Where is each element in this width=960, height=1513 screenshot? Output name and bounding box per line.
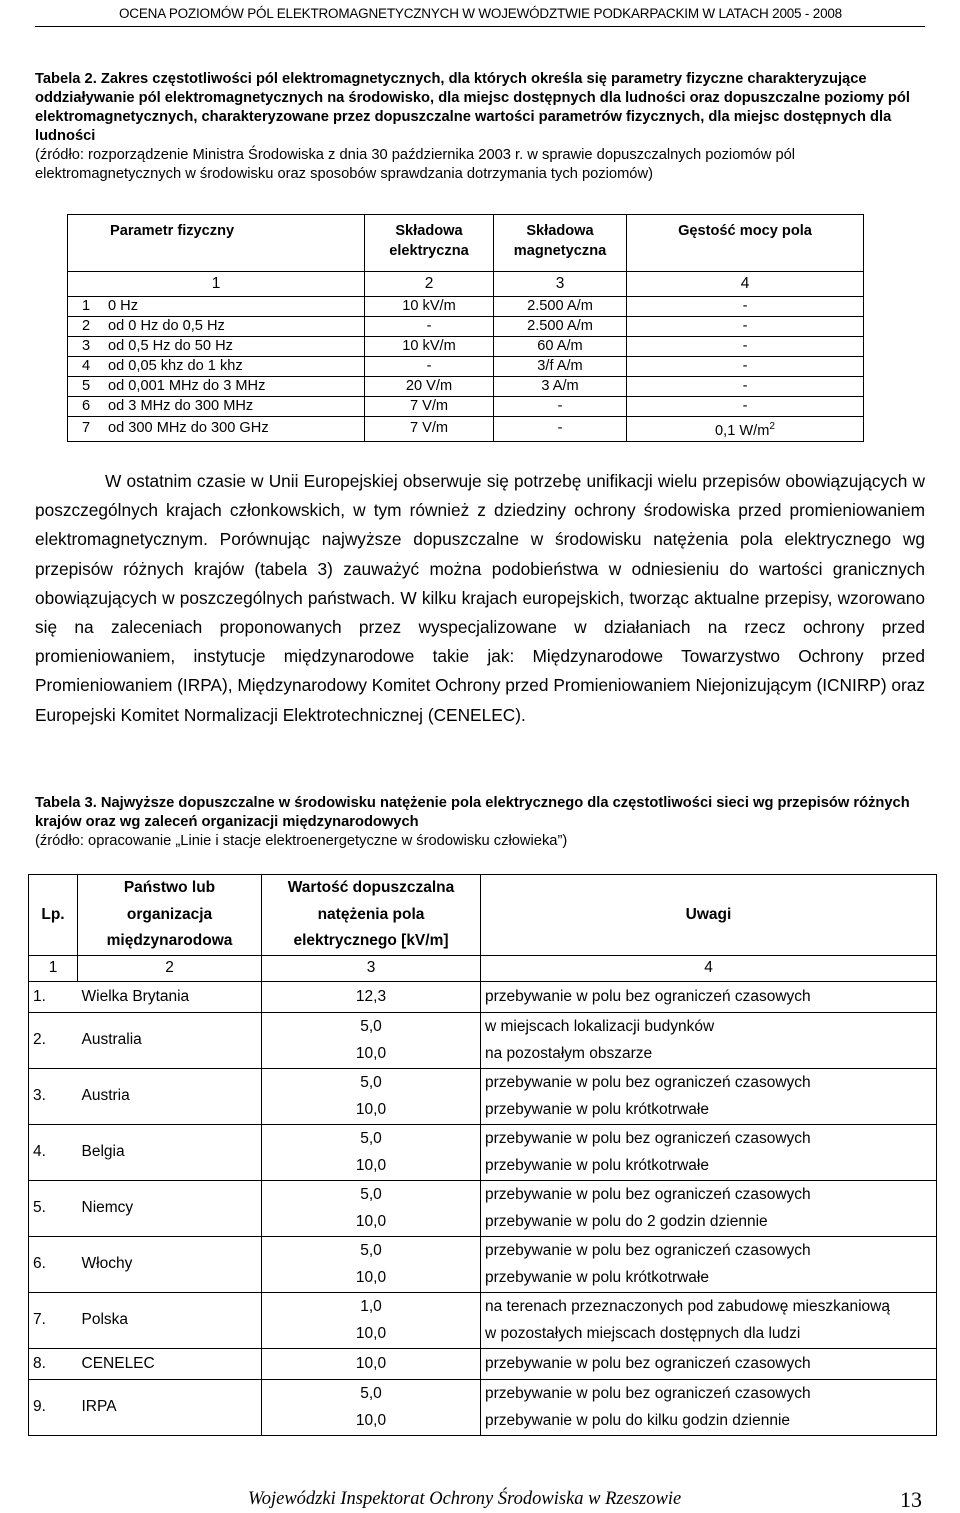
table3-row xyxy=(29,1012,937,1041)
table2-electric-component: 10 kV/m xyxy=(365,337,494,357)
table3-row xyxy=(29,1292,937,1321)
table2-row-number: 6 xyxy=(68,397,105,417)
table3-note: przebywanie w polu do kilku godzin dziennie xyxy=(481,1408,937,1436)
table2-column-number: 4 xyxy=(627,272,864,297)
table3-caption-source: (źródło: opracowanie „Linie i stacje elektroenergetyczne w środowisku człowieka”) xyxy=(35,833,568,849)
table3-country: Niemcy xyxy=(78,1180,262,1236)
table3-lp: 8. xyxy=(29,1348,78,1379)
table3-note: przebywanie w polu bez ograniczeń czasowych xyxy=(481,1124,937,1153)
table3-limit-value: 1,0 xyxy=(262,1292,481,1321)
table3-limit-value: 5,0 xyxy=(262,1180,481,1209)
table2-frequency-range: od 0 Hz do 0,5 Hz xyxy=(104,317,365,337)
table3-row xyxy=(29,1236,937,1265)
table3-row xyxy=(29,981,937,1012)
table3-limit-value: 10,0 xyxy=(262,1408,481,1436)
table2-power-density: - xyxy=(627,337,864,357)
table3-lp: 3. xyxy=(29,1068,78,1124)
table2-row-number: 3 xyxy=(68,337,105,357)
table3-country: IRPA xyxy=(78,1379,262,1435)
table3-note: przebywanie w polu do 2 godzin dziennie xyxy=(481,1209,937,1237)
table3-header-cell: Państwo lub organizacja międzynarodowa xyxy=(78,875,262,956)
table3-note: w miejscach lokalizacji budynków xyxy=(481,1012,937,1041)
table3-note: przebywanie w polu bez ograniczeń czasowych xyxy=(481,1236,937,1265)
table3-header-cell: Lp. xyxy=(29,875,78,956)
table3-country: Wielka Brytania xyxy=(78,981,262,1012)
table3-note: na terenach przeznaczonych pod zabudowę mieszkaniową xyxy=(481,1292,937,1321)
table2-electric-component: 10 kV/m xyxy=(365,297,494,317)
table2-row xyxy=(68,337,864,357)
header-rule xyxy=(35,26,925,27)
table3-limit-value: 10,0 xyxy=(262,1209,481,1237)
table3-caption xyxy=(35,794,920,851)
table3-column-number: 4 xyxy=(481,955,937,981)
table2-power-density: - xyxy=(627,317,864,337)
table3-caption-title: Tabela 3. Najwyższe dopuszczalne w środowisku natężenie pola elektrycznego dla częstotliwości sieci wg przepisów różnych krajów oraz wg zaleceń organizacji międzynarodowych xyxy=(35,795,910,830)
body-paragraph: W ostatnim czasie w Unii Europejskiej obserwuje się potrzebę unifikacji wielu przepisów obowiązujących w poszczególnych krajach członkowskich, w tym również z dziedziny ochrony środowiska przed promieniowaniem elektromagnetycznym. Porównując najwyższe dopuszczalne w środowisku natężenia pola elektrycznego wg przepisów różnych krajów (tabela 3) zauważyć można podobieństwa w odniesieniu do wartości granicznych obowiązujących w poszczególnych państwach. W kilku krajach europejskich, tworząc aktualne przepisy, wzorowano się na zaleceniach proponowanych przez wyspecjalizowane w działaniach na rzecz ochrony przed promieniowaniem, instytucje międzynarodowe takie jak: Międzynarodowe Towarzystwo Ochrony przed Promieniowaniem (IRPA), Międzynarodowy Komitet Ochrony przed Promieniowaniem Niejonizującym (ICNIRP) oraz Europejski Komitet Normalizacji Elektrotechnicznej (CENELEC). xyxy=(35,471,925,725)
table2-magnetic-component: 3 A/m xyxy=(494,377,627,397)
table2-frequency-range: od 0,05 khz do 1 khz xyxy=(104,357,365,377)
footer-institution: Wojewódzki Inspektorat Ochrony Środowiska w Rzeszowie xyxy=(248,1489,682,1509)
table2-caption xyxy=(35,70,920,184)
table3-limit-value: 5,0 xyxy=(262,1379,481,1408)
table3-country: Australia xyxy=(78,1012,262,1068)
page-number: 13 xyxy=(900,1487,922,1512)
table3-limit-value: 10,0 xyxy=(262,1265,481,1293)
table2-magnetic-component: 3/f A/m xyxy=(494,357,627,377)
table3-note: przebywanie w polu krótkotrwałe xyxy=(481,1265,937,1293)
table3-header-row xyxy=(29,875,937,956)
table3-country: CENELEC xyxy=(78,1348,262,1379)
table2-column-number: 2 xyxy=(365,272,494,297)
table3-column-number: 1 xyxy=(29,955,78,981)
table2-column-number: 3 xyxy=(494,272,627,297)
table2-header-cell: Składowa magnetyczna xyxy=(494,215,627,272)
table3-header-cell: Uwagi xyxy=(481,875,937,956)
table3-row xyxy=(29,1379,937,1408)
table2-magnetic-component: - xyxy=(494,417,627,442)
table2-row xyxy=(68,397,864,417)
table2-caption-title: Tabela 2. Zakres częstotliwości pól elektromagnetycznych, dla których określa się parametry fizyczne charakteryzujące oddziaływanie pól elektromagnetycznych na środowisko, dla miejsc dostępnych dla ludności oraz dopuszczalne poziomy pól elektromagnetycznych, charakteryzowane przez dopuszczalne wartości parametrów fizycznych, dla miejsc dostępnych dla ludności xyxy=(35,71,910,144)
table3-column-number: 2 xyxy=(78,955,262,981)
table2-power-density: 0,1 $W/m^2$ xyxy=(627,417,864,442)
table3-limit-value: 10,0 xyxy=(262,1153,481,1181)
table3-lp: 9. xyxy=(29,1379,78,1435)
table2-magnetic-component: - xyxy=(494,397,627,417)
table3-header-cell: Wartość dopuszczalna natężenia pola elektrycznego [kV/m] xyxy=(262,875,481,956)
table2 xyxy=(67,214,864,442)
table3-row xyxy=(29,1348,937,1379)
table3-lp: 1. xyxy=(29,981,78,1012)
table3-lp: 7. xyxy=(29,1292,78,1348)
table2-frequency-range: od 3 MHz do 300 MHz xyxy=(104,397,365,417)
table2-magnetic-component: 2.500 A/m xyxy=(494,297,627,317)
table2-row xyxy=(68,317,864,337)
table2-caption-source: (źródło: rozporządzenie Ministra Środowiska z dnia 30 października 2003 r. w sprawie dopuszczalnych poziomów pól elektromagnetycznych w środowisku oraz sposobów sprawdzania dotrzymania tych poziomów) xyxy=(35,147,796,182)
table2-row xyxy=(68,377,864,397)
table3-limit-value: 5,0 xyxy=(262,1068,481,1097)
running-header: OCENA POZIOMÓW PÓL ELEKTROMAGNETYCZNYCH W WOJEWÓDZTWIE PODKARPACKIM W LATACH 2005 - 2008 xyxy=(119,6,842,21)
table2-power-density: - xyxy=(627,377,864,397)
table3-note: przebywanie w polu bez ograniczeń czasowych xyxy=(481,1068,937,1097)
table3-limit-value: 12,3 xyxy=(262,981,481,1012)
table3-row xyxy=(29,1068,937,1097)
table2-column-numbers xyxy=(68,272,864,297)
table2-electric-component: 20 V/m xyxy=(365,377,494,397)
table2-row-number: 4 xyxy=(68,357,105,377)
table3-row xyxy=(29,1180,937,1209)
table3-lp: 5. xyxy=(29,1180,78,1236)
table2-header-cell: Składowa elektryczna xyxy=(365,215,494,272)
table3-limit-value: 10,0 xyxy=(262,1041,481,1069)
table2-frequency-range: 0 Hz xyxy=(104,297,365,317)
table3-lp: 2. xyxy=(29,1012,78,1068)
table2-row-number: 1 xyxy=(68,297,105,317)
table3-lp: 6. xyxy=(29,1236,78,1292)
table2-power-density: - xyxy=(627,397,864,417)
table3-limit-value: 10,0 xyxy=(262,1097,481,1125)
table2-magnetic-component: 2.500 A/m xyxy=(494,317,627,337)
body-paragraph-container xyxy=(35,467,925,730)
table2-column-number: 1 xyxy=(68,272,365,297)
table3-note: przebywanie w polu bez ograniczeń czasowych xyxy=(481,1348,937,1379)
table3-limit-value: 5,0 xyxy=(262,1012,481,1041)
table3-column-number: 3 xyxy=(262,955,481,981)
table2-row xyxy=(68,297,864,317)
table2-header-cell: Parametr fizyczny xyxy=(104,215,365,272)
table3-lp: 4. xyxy=(29,1124,78,1180)
table3-country: Włochy xyxy=(78,1236,262,1292)
table2-electric-component: - xyxy=(365,357,494,377)
table2-magnetic-component: 60 A/m xyxy=(494,337,627,357)
table3-note: przebywanie w polu bez ograniczeń czasowych xyxy=(481,1180,937,1209)
table3-row xyxy=(29,1124,937,1153)
table2-electric-component: - xyxy=(365,317,494,337)
table2-header-row xyxy=(68,215,864,272)
table3-note: na pozostałym obszarze xyxy=(481,1041,937,1069)
table2-frequency-range: od 300 MHz do 300 GHz xyxy=(104,417,365,442)
table2-power-density-exponent: 2 xyxy=(769,421,775,432)
table2-row xyxy=(68,417,864,442)
table2-header-cell: Gęstość mocy pola xyxy=(627,215,864,272)
table3 xyxy=(28,874,937,1436)
table2-power-density: - xyxy=(627,297,864,317)
table3-note: przebywanie w polu krótkotrwałe xyxy=(481,1097,937,1125)
table3-country: Polska xyxy=(78,1292,262,1348)
table2-electric-component: 7 V/m xyxy=(365,417,494,442)
table2-electric-component: 7 V/m xyxy=(365,397,494,417)
table3-note: w pozostałych miejscach dostępnych dla ludzi xyxy=(481,1321,937,1349)
table3-limit-value: 10,0 xyxy=(262,1321,481,1349)
table2-row-number: 2 xyxy=(68,317,105,337)
table2-frequency-range: od 0,5 Hz do 50 Hz xyxy=(104,337,365,357)
table3-limit-value: 10,0 xyxy=(262,1348,481,1379)
table3-country: Austria xyxy=(78,1068,262,1124)
table3-country: Belgia xyxy=(78,1124,262,1180)
table2-frequency-range: od 0,001 MHz do 3 MHz xyxy=(104,377,365,397)
table3-note: przebywanie w polu bez ograniczeń czasowych xyxy=(481,1379,937,1408)
table3-limit-value: 5,0 xyxy=(262,1236,481,1265)
table3-note: przebywanie w polu bez ograniczeń czasowych xyxy=(481,981,937,1012)
table3-limit-value: 5,0 xyxy=(262,1124,481,1153)
table3-column-numbers xyxy=(29,955,937,981)
table2-power-density: - xyxy=(627,357,864,377)
table2-row xyxy=(68,357,864,377)
table2-header-blank xyxy=(68,215,105,272)
table2-row-number: 5 xyxy=(68,377,105,397)
table3-note: przebywanie w polu krótkotrwałe xyxy=(481,1153,937,1181)
table2-row-number: 7 xyxy=(68,417,105,442)
